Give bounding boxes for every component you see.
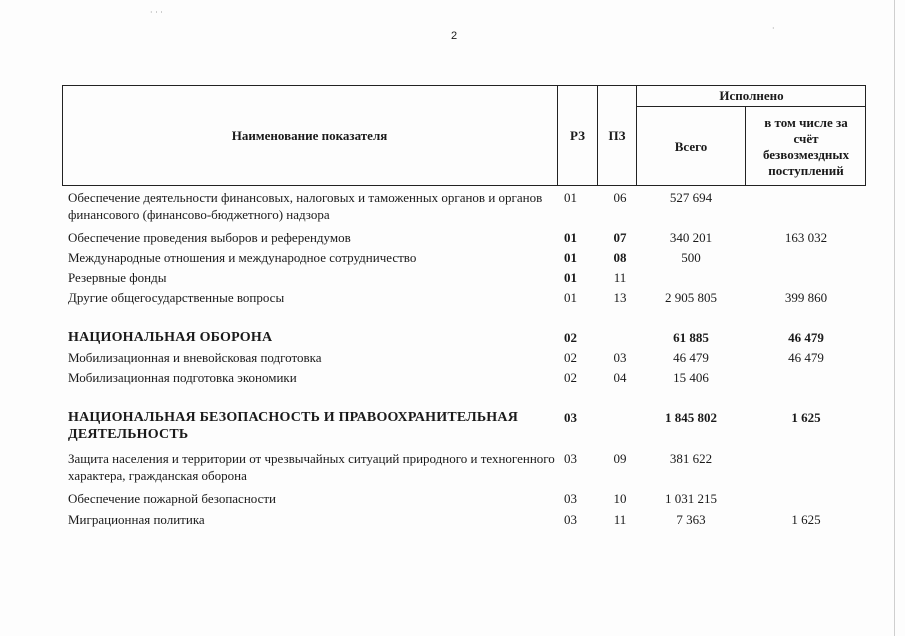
row-total: 381 622 bbox=[669, 451, 713, 466]
row-rz: 02 bbox=[564, 370, 577, 385]
row-pz: 07 bbox=[613, 230, 627, 245]
header-name: Наименование показателя bbox=[231, 128, 388, 143]
row-total: 61 885 bbox=[673, 330, 709, 345]
page-number: 2 bbox=[451, 30, 458, 42]
section-title: НАЦИОНАЛЬНАЯ БЕЗОПАСНОСТЬ И ПРАВООХРАНИТЕЛЬНАЯ ДЕЯТЕЛЬНОСТЬ bbox=[68, 410, 519, 442]
row-name: Защита населения и территории от чрезвычайных ситуаций природного и техногенного характера, гражданская оборона bbox=[68, 451, 555, 483]
row-total: 1 845 802 bbox=[665, 410, 717, 425]
row-rz: 01 bbox=[564, 230, 577, 245]
row-total: 1 031 215 bbox=[665, 491, 717, 506]
scan-artifact: · · · bbox=[150, 8, 163, 17]
row-grants: 46 479 bbox=[788, 350, 824, 365]
row-rz: 01 bbox=[564, 290, 577, 305]
row-name: Обеспечение проведения выборов и референдумов bbox=[68, 230, 351, 245]
row-name: Миграционная политика bbox=[68, 512, 205, 527]
header-pz: ПЗ bbox=[608, 128, 626, 143]
row-pz: 10 bbox=[613, 491, 627, 506]
header-executed: Исполнено bbox=[719, 88, 784, 103]
row-total: 340 201 bbox=[669, 230, 713, 245]
row-total: 46 479 bbox=[673, 350, 709, 365]
row-name: Обеспечение пожарной безопасности bbox=[68, 491, 277, 506]
row-name: Мобилизационная и вневойсковая подготовка bbox=[68, 350, 322, 365]
row-total: 500 bbox=[681, 250, 701, 265]
header-total: Всего bbox=[674, 138, 708, 154]
row-pz: 11 bbox=[613, 270, 627, 285]
row-grants: 163 032 bbox=[784, 230, 828, 245]
scan-artifact: · bbox=[772, 24, 775, 33]
row-grants: 399 860 bbox=[784, 290, 828, 305]
row-total: 15 406 bbox=[673, 370, 709, 385]
divider bbox=[745, 106, 746, 186]
row-name: Другие общегосударственные вопросы bbox=[68, 290, 285, 305]
row-pz: 13 bbox=[613, 290, 627, 305]
header-grants: в том числе за счёт безвозмездных поступлений bbox=[762, 114, 850, 178]
section-title: НАЦИОНАЛЬНАЯ ОБОРОНА bbox=[68, 330, 273, 345]
row-pz: 09 bbox=[613, 451, 627, 466]
row-name: Резервные фонды bbox=[68, 270, 167, 285]
row-pz: 08 bbox=[613, 250, 627, 265]
row-grants: 1 625 bbox=[791, 410, 821, 425]
row-total: 2 905 805 bbox=[665, 290, 717, 305]
row-rz: 03 bbox=[564, 491, 577, 506]
row-name: Международные отношения и международное сотрудничество bbox=[68, 250, 417, 265]
row-rz: 02 bbox=[564, 350, 577, 365]
row-name: Обеспечение деятельности финансовых, налоговых и таможенных органов и органов финансового (финансово-бюджетного) надзора bbox=[68, 190, 543, 222]
row-rz: 01 bbox=[564, 250, 577, 265]
row-total: 527 694 bbox=[669, 190, 713, 205]
row-rz: 03 bbox=[564, 410, 577, 425]
header-rz: РЗ bbox=[570, 128, 585, 143]
row-rz: 03 bbox=[564, 512, 577, 527]
row-rz: 03 bbox=[564, 451, 577, 466]
row-rz: 01 bbox=[564, 190, 577, 205]
row-name: Мобилизационная подготовка экономики bbox=[68, 370, 297, 385]
row-rz: 02 bbox=[564, 330, 577, 345]
row-total: 7 363 bbox=[676, 512, 706, 527]
row-pz: 06 bbox=[613, 190, 627, 205]
row-rz: 01 bbox=[564, 270, 577, 285]
row-pz: 03 bbox=[613, 350, 627, 365]
row-pz: 04 bbox=[613, 370, 627, 385]
page-edge bbox=[894, 0, 895, 636]
row-grants: 46 479 bbox=[788, 330, 824, 345]
row-pz: 11 bbox=[613, 512, 627, 527]
row-grants: 1 625 bbox=[791, 512, 821, 527]
